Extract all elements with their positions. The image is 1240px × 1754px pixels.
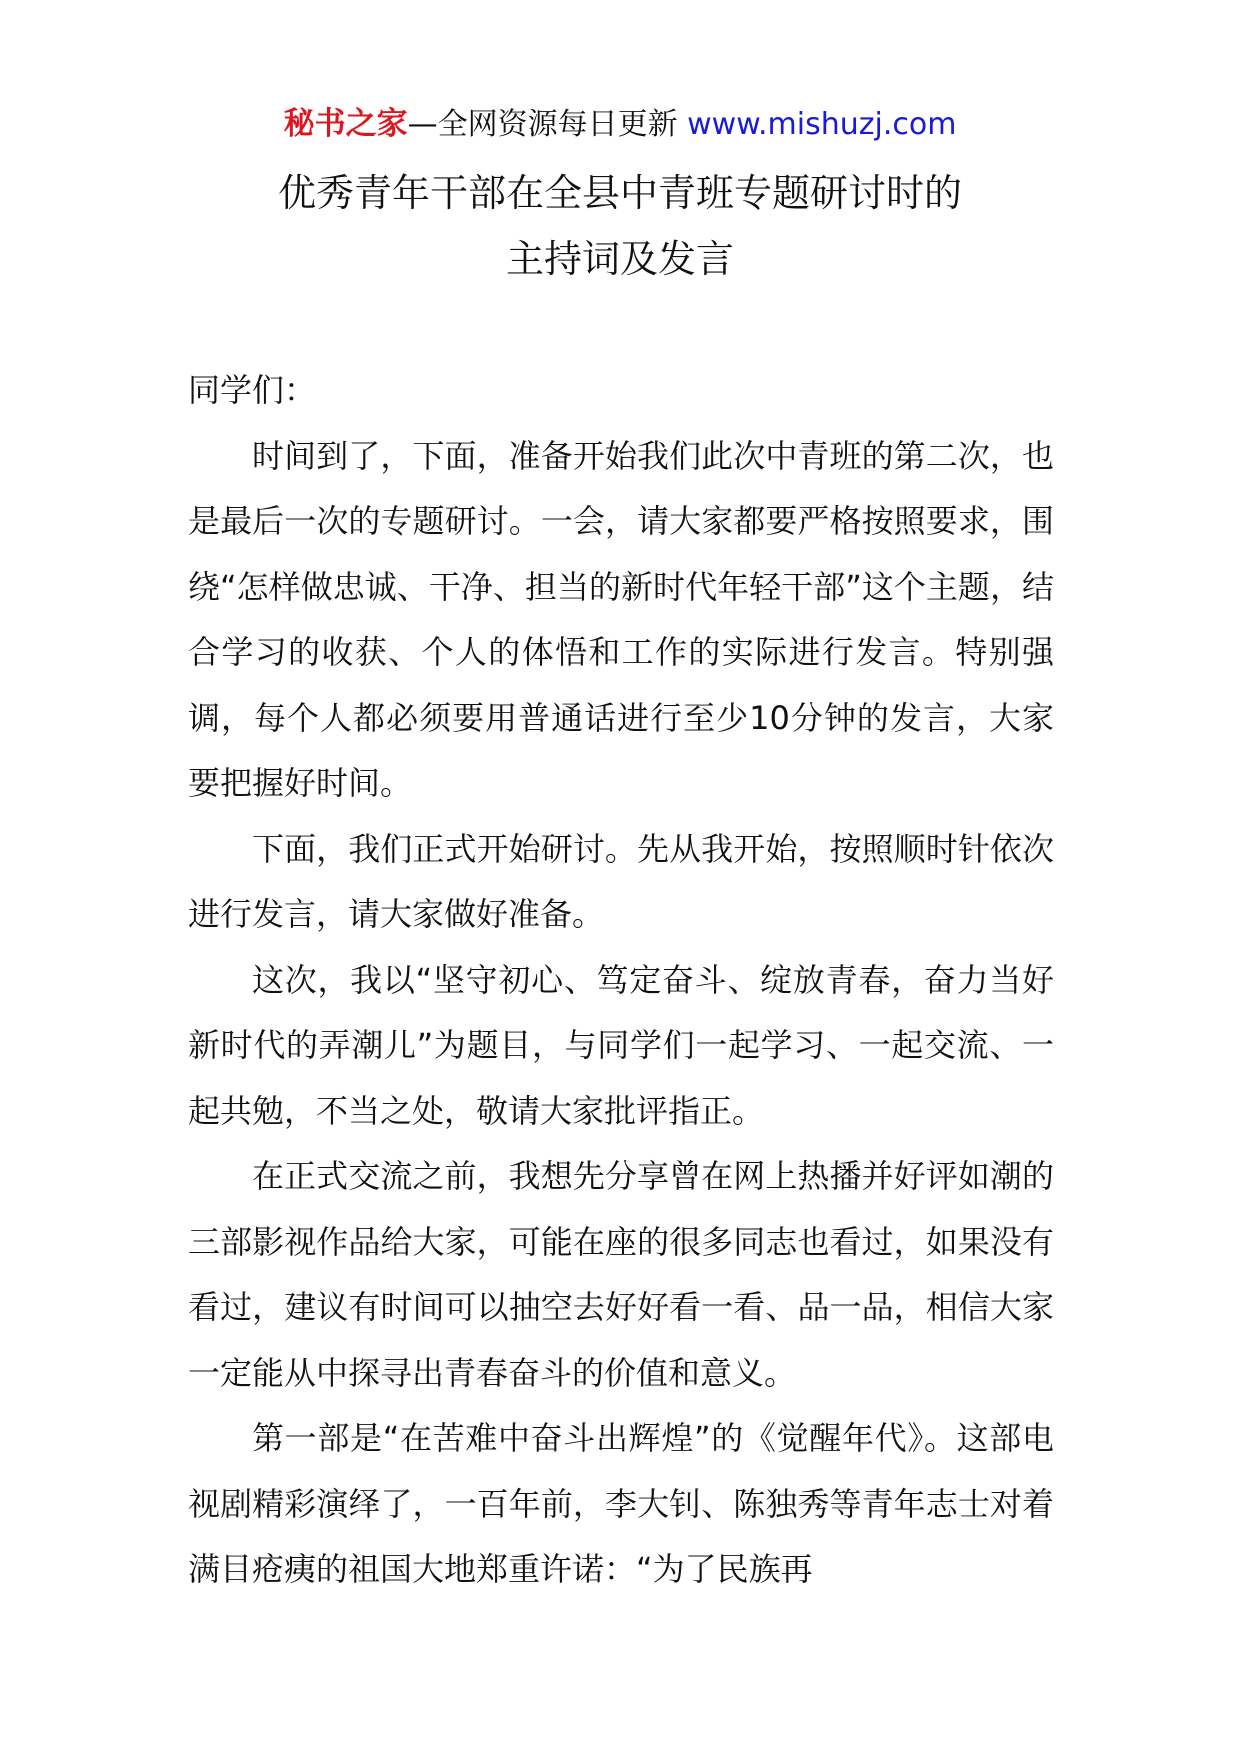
salutation: 同学们： <box>188 371 317 409</box>
paragraph: 第一部是“在苦难中奋斗出辉煌”的《觉醒年代》。这部电视剧精彩演绎了，一百年前，李大钊、陈独秀等青年志士对着满目疮痍的祖国大地郑重许诺：“为了民族再 <box>188 1419 1054 1588</box>
paragraph: 下面，我们正式开始研讨。先从我开始，按照顺时针依次进行发言，请大家做好准备。 <box>188 829 1054 933</box>
paragraph: 这次，我以“坚守初心、笃定奋斗、绽放青春，奋力当好新时代的弄潮儿”为题目，与同学们一起学习、一起交流、一起共勉，不当之处，敬请大家批评指正。 <box>188 960 1054 1130</box>
header-tagline: —全网资源每日更新 <box>407 107 678 142</box>
site-url-link[interactable]: www.mishuzj.com <box>687 107 957 142</box>
site-header <box>0 104 1240 145</box>
paragraph: 时间到了，下面，准备开始我们此次中青班的第二次，也是最后一次的专题研讨。一会，请大家都要严格按照要求，围绕“怎样做忠诚、干净、担当的新时代年轻干部”这个主题，结合学习的收获、个人的体悟和工作的实际进行发言。特别强调，每个人都必须要用普通话进行至少10分钟的发言，大家要把握好时间。 <box>188 436 1054 802</box>
document-body <box>188 358 1054 1603</box>
brand-name: 秘书之家 <box>283 106 408 142</box>
document-title-line-2: 主持词及发言 <box>505 237 734 281</box>
paragraph: 在正式交流之前，我想先分享曾在网上热播并好评如潮的三部影视作品给大家，可能在座的很多同志也看过，如果没有看过，建议有时间可以抽空去好好看一看、品一品，相信大家一定能从中探寻出青春奋斗的价值和意义。 <box>188 1157 1054 1392</box>
document-title-line-1: 优秀青年干部在全县中青班专题研讨时的 <box>277 171 962 215</box>
